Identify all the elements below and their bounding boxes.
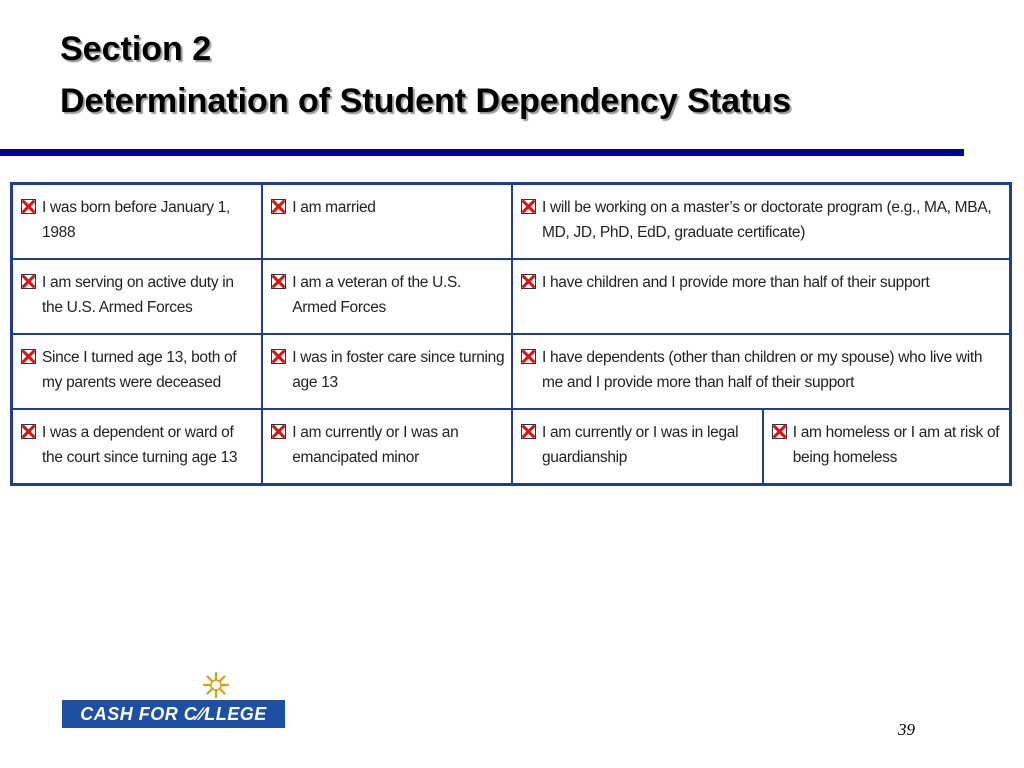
question-text: I was a dependent or ward of the court since turning age 13: [42, 423, 238, 466]
question-text: I have children and I provide more than half of their support: [541, 274, 930, 292]
question-cell: [262, 184, 512, 260]
table-row: [12, 184, 1011, 260]
title-divider: [0, 149, 964, 156]
checked-checkbox-icon[interactable]: [21, 199, 36, 214]
question-cell: [12, 259, 263, 334]
page-number: 39: [898, 720, 915, 739]
question-cell: [512, 334, 1011, 409]
question-cell: [12, 184, 263, 260]
question-text: I was born before January 1, 1988: [42, 199, 231, 241]
question-cell: [512, 259, 1011, 334]
table-row: [12, 259, 1011, 334]
question-text: I was in foster care since turning age 13: [292, 348, 505, 391]
checked-checkbox-icon[interactable]: [271, 424, 286, 439]
question-text: Since I turned age 13, both of my parents were deceased: [42, 348, 237, 391]
question-cell: [12, 409, 263, 485]
slide-title-section: Section 2: [60, 30, 212, 68]
question-text: I am serving on active duty in the U.S. Armed Forces: [42, 274, 234, 317]
checked-checkbox-icon[interactable]: [521, 424, 536, 439]
question-cell: [262, 259, 512, 334]
slide-title-main: Determination of Student Dependency Status: [60, 82, 792, 120]
question-text: I am currently or I was an emancipated minor: [292, 423, 459, 466]
question-text: I am married: [292, 199, 376, 216]
checked-checkbox-icon[interactable]: [21, 274, 36, 289]
question-cell: [262, 334, 512, 409]
question-cell: [262, 409, 512, 485]
checked-checkbox-icon[interactable]: [521, 199, 536, 214]
question-cell: [512, 184, 1011, 260]
question-text: I am homeless or I am at risk of being homeless: [792, 423, 1000, 466]
checked-checkbox-icon[interactable]: [271, 349, 286, 364]
logo-wordmark: CASH FOR C∕∕LLEGE: [62, 700, 285, 728]
checked-checkbox-icon[interactable]: [772, 424, 787, 439]
checked-checkbox-icon[interactable]: [271, 274, 286, 289]
checked-checkbox-icon[interactable]: [21, 349, 36, 364]
question-text: I will be working on a master’s or doctorate program (e.g., MA, MBA, MD, JD, PhD, EdD, graduate certificate): [541, 199, 992, 241]
checked-checkbox-icon[interactable]: [21, 424, 36, 439]
checked-checkbox-icon[interactable]: [521, 349, 536, 364]
checked-checkbox-icon[interactable]: [521, 274, 536, 289]
question-text: I am a veteran of the U.S. Armed Forces: [292, 274, 462, 317]
question-cell: [512, 409, 763, 485]
question-cell: [12, 334, 263, 409]
question-text: I am currently or I was in legal guardianship: [541, 423, 739, 466]
dependency-questions-table: [10, 182, 1012, 486]
checked-checkbox-icon[interactable]: [271, 199, 286, 214]
star-burst-icon: [203, 672, 229, 698]
question-cell: [763, 409, 1011, 485]
question-text: I have dependents (other than children or my spouse) who live with me and I provide more than half of their support: [541, 348, 983, 391]
cash-for-college-logo: [62, 672, 287, 730]
table-row: [12, 334, 1011, 409]
table-row: [12, 409, 1011, 485]
